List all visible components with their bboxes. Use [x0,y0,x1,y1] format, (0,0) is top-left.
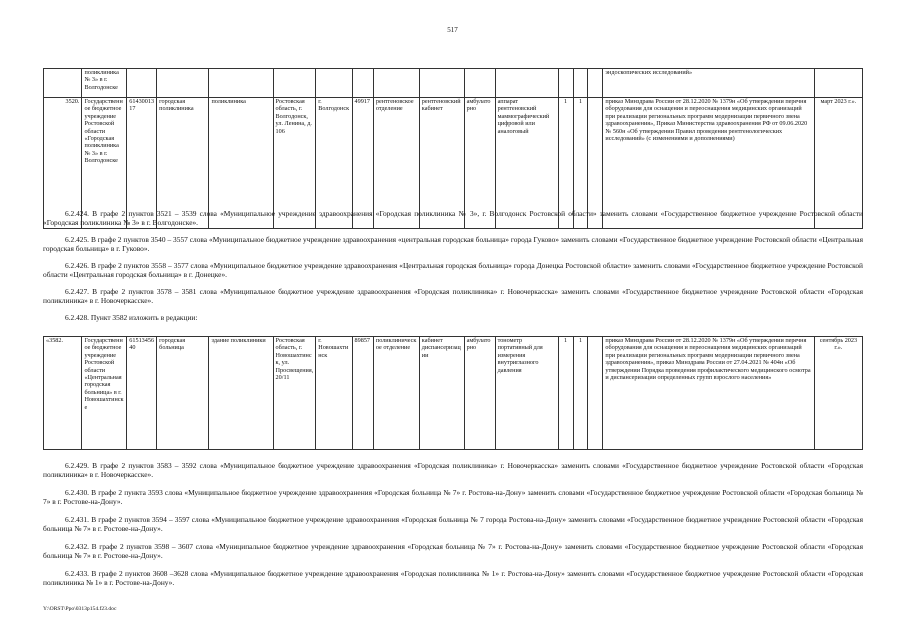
cell-number [44,69,82,98]
cell-basis: приказ Минздрава России от 28.12.2020 № 1379н «Об утверждении перечня оборудования для оснащения и переоснащения медицинских организаций при реализации региональных программ модернизации первичного звена здравоохранения», приказ Минздрава России от 27.04.2021 № 404н «Об утверждении Порядка проведения профилактического медицинского осмотра и диспансеризации определенных групп взрослого населения» [603,337,814,450]
cell-deadline: сентябрь 2023 г.». [814,337,862,450]
cell-inn: 6143001317 [127,98,157,229]
cell-code [352,69,373,98]
paragraph-6-2-432: 6.2.432. В графе 2 пунктов 3598 – 3607 слова «Муниципальное бюджетное учреждение здравоохранения «Городская больница № 7» г. Ростова-на-Дону» заменить словами «Государственное бюджетное учреждение Ростовской области «Городская больница № 7» в г. Ростове-на-Дону». [43,542,863,560]
cell-qty-b: 1 [573,98,588,229]
cell-address: Ростовская область, г. Волгодонск, ул. Ленина, д. 106 [273,98,316,229]
top-table [43,68,863,229]
cell-type: городская больница [157,337,209,450]
table-row [44,69,863,98]
cell-qty-a [558,69,573,98]
paragraph-6-2-428: 6.2.428. Пункт 3582 изложить в редакции: [65,313,198,322]
cell-number: 3520. [44,98,82,229]
cell-department: рентгеновское отделение [373,98,419,229]
paragraph-6-2-425: 6.2.425. В графе 2 пунктов 3540 – 3557 слова «Муниципальное бюджетное учреждение здравоохранения «центральная городская больница» города Гуково» заменить словами «Государственное бюджетное учреждение Ростовской области «Центральная городская больница» в г. Гуково». [43,235,863,253]
cell-organization: Государственное бюджетное учреждение Ростовской области «Городская поликлиника № 3» в г. Волгодонске [82,98,127,229]
cell-qty-c [588,69,603,98]
cell-city: г. Волгодонск [316,98,352,229]
cell-number: «3582. [44,337,82,450]
cell-department: поликлиническое отделение [373,337,419,450]
cell-qty-a: 1 [558,337,573,450]
table-row [44,337,863,450]
footer-file-path: Y:\ORST\Ppo\0313p154.f23.doc [43,606,117,612]
cell-inn: 6151345640 [127,337,157,450]
bottom-table [43,336,863,450]
page-number: 517 [447,26,458,34]
cell-organization: поликлиника № 3» в г. Волгодонске [82,69,127,98]
cell-mode [464,69,495,98]
paragraph-6-2-424: 6.2.424. В графе 2 пунктов 3521 – 3539 слова «Муниципальное учреждение здравоохранения «Городская поликлиника № 3», г. Волгодонск Ростовской области» заменить словами «Государственное бюджетное учреждение Ростовской области «Городская поликлиника № 3» в г. Волгодонске». [43,209,863,227]
cell-mode: амбулаторно [464,98,495,229]
cell-city: г. Новошахтинск [316,337,352,450]
cell-building [209,69,273,98]
cell-equipment [495,69,558,98]
cell-basis: приказ Минздрава России от 28.12.2020 № 1379н «Об утверждении перечня оборудования для оснащения и переоснащения медицинских организаций при реализации региональных программ модернизации первичного звена здравоохранения», Приказ Министерства здравоохранения РФ от 09.06.2020 № 560н «Об утверждении Правил проведения рентгенологических исследований» (с изменениями и дополнениями) [603,98,814,229]
cell-qty-a: 1 [558,98,573,229]
cell-department [373,69,419,98]
paragraph-6-2-430: 6.2.430. В графе 2 пункта 3593 слова «Муниципальное бюджетное учреждение здравоохранения «Городская больница № 7» г. Ростова-на-Дону» заменить словами «Государственное бюджетное учреждение Ростовской области «Городская больница № 7» в г. Ростове-на-Дону». [43,488,863,506]
cell-qty-b: 1 [573,337,588,450]
cell-type [157,69,209,98]
cell-deadline: март 2023 г.». [814,98,862,229]
cell-mode: амбулаторно [464,337,495,450]
cell-building: здание поликлиники [209,337,273,450]
paragraph-6-2-426: 6.2.426. В графе 2 пунктов 3558 – 3577 слова «Муниципальное бюджетное учреждение здравоохранения «Центральная городская больница» города Донецка Ростовской области» заменить словами «Государственное бюджетное учреждение Ростовской области «Центральная городская больница» в г. Донецке». [43,261,863,279]
cell-building: поликлиника [209,98,273,229]
cell-organization: Государственное бюджетное учреждение Ростовской области «Центральная городская больница» в г. Новошахтинске [82,337,127,450]
paragraph-6-2-427: 6.2.427. В графе 2 пунктов 3578 – 3581 слова «Муниципальное бюджетное учреждение здравоохранения «Городская поликлиника» г. Новочеркасска» заменить словами «Государственное бюджетное учреждение Ростовской области «Городская поликлиника» в г. Новочеркасске». [43,287,863,305]
cell-qty-c [588,337,603,450]
cell-inn [127,69,157,98]
paragraph-6-2-431: 6.2.431. В графе 2 пунктов 3594 – 3597 слова «Муниципальное бюджетное учреждение здравоохранения «Городская больница № 7 города Ростова-на-Дону» заменить словами «Государственное бюджетное учреждение Ростовской области «Городская больница № 7» в г. Ростове-на-Дону». [43,515,863,533]
cell-cabinet: рентгеновский кабинет [419,98,464,229]
cell-deadline [814,69,862,98]
cell-address [273,69,316,98]
cell-code: 49917 [352,98,373,229]
cell-type: городская поликлиника [157,98,209,229]
paragraph-6-2-433: 6.2.433. В графе 2 пунктов 3608 –3628 слова «Муниципальное бюджетное учреждение здравоохранения «Городская поликлиника № 1» г. Ростова-на-Дону» заменить словами «Государственное бюджетное учреждение Ростовской области «Городская поликлиника № 1» в г. Ростове-на-Дону». [43,569,863,587]
cell-equipment: тонометр портативный для измерения внутриглазного давления [495,337,558,450]
cell-basis: эндоскопических исследований» [603,69,814,98]
cell-code: 89857 [352,337,373,450]
cell-cabinet: кабинет диспансеризации [419,337,464,450]
paragraph-6-2-429: 6.2.429. В графе 2 пунктов 3583 – 3592 слова «Муниципальное бюджетное учреждение здравоохранения «Городская поликлиника» г. Новочеркасска» заменить словами «Государственное бюджетное учреждение Ростовской области «Городская поликлиника» в г. Новочеркасске». [43,461,863,479]
cell-city [316,69,352,98]
cell-qty-b [573,69,588,98]
cell-cabinet [419,69,464,98]
cell-equipment: аппарат рентгеновский маммографический цифровой или аналоговый [495,98,558,229]
cell-address: Ростовская область, г. Новошахтинск, ул. Просвещения, 20/11 [273,337,316,450]
